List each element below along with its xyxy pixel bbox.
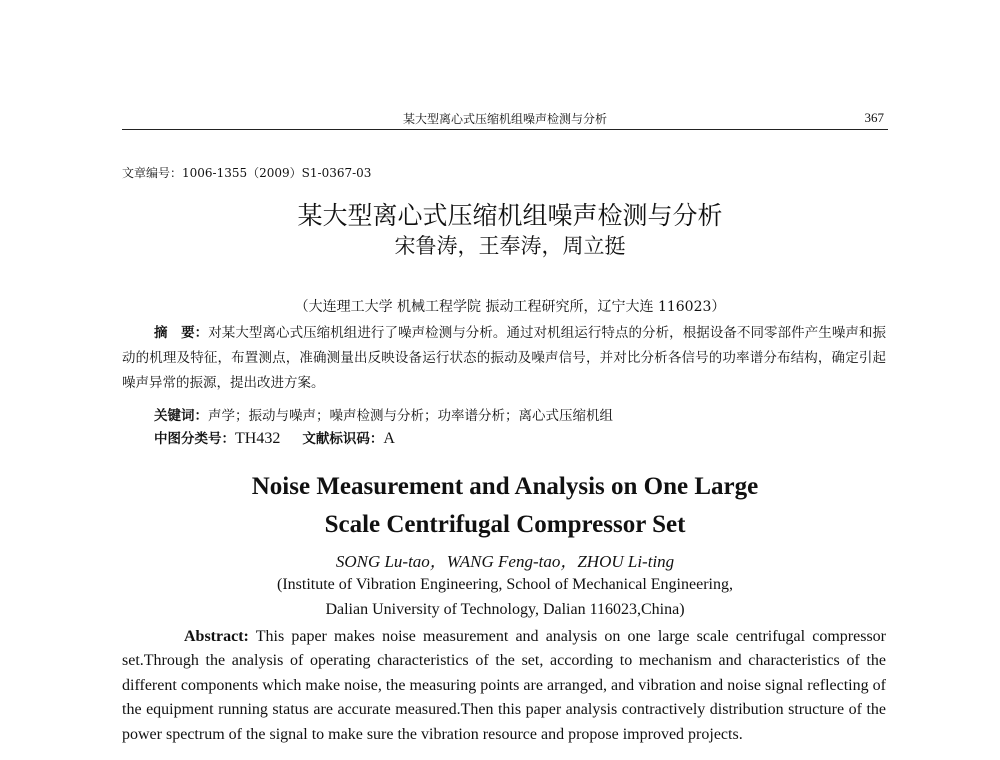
affiliation-line: Dalian University of Technology, Dalian 116023,China)	[325, 601, 685, 618]
chinese-title: 某大型离心式压缩机组噪声检测与分析	[297, 201, 723, 230]
keywords	[154, 404, 613, 424]
english-title-line: Scale Centrifugal Compressor Set	[324, 511, 686, 538]
article-number: 文章编号：1006-1355（2009）S1-0367-03	[122, 166, 372, 180]
abstract-label: Abstract:	[184, 628, 249, 645]
abstract-label: 摘 要：	[154, 325, 209, 341]
running-header	[122, 108, 888, 130]
classification	[154, 427, 395, 448]
keywords-text: 声学；振动与噪声；噪声检测与分析；功率谱分析；离心式压缩机组	[208, 408, 613, 424]
english-authors: SONG Lu-tao，WANG Feng-tao，ZHOU Li-ting	[335, 552, 675, 571]
english-title	[0, 468, 1000, 544]
chinese-authors: 宋鲁涛，王奉涛，周立挺	[394, 234, 626, 258]
keywords-label: 关键词：	[154, 408, 208, 424]
english-title-line: Noise Measurement and Analysis on One Large	[251, 473, 759, 500]
abstract-text: This paper makes noise measurement and analysis on one large scale centrifugal compressor set.Through the analysis of operating characteristics of the set, according to mechanism and characteristics of the different components which make noise, the measuring points are arranged, and vibration and noise signal reflecting of the equipment running status are accurate measured.Then this paper analysis contractively distribution structure of the power spectrum of the signal to make sure the vibration resource and propose improved projects.	[122, 628, 887, 743]
chinese-abstract	[122, 321, 886, 396]
doc-code-value: A	[383, 430, 395, 447]
class-value: TH432	[235, 430, 281, 447]
page-number: 367	[864, 110, 884, 125]
class-label: 中图分类号：	[154, 431, 235, 447]
doc-code-label: 文献标识码：	[302, 431, 384, 447]
running-title: 某大型离心式压缩机组噪声检测与分析	[402, 112, 607, 126]
affiliation-line: (Institute of Vibration Engineering, School of Mechanical Engineering,	[277, 576, 733, 593]
english-abstract	[122, 625, 886, 747]
english-affiliation	[0, 572, 1000, 622]
chinese-affiliation: （大连理工大学 机械工程学院 振动工程研究所，辽宁大连 116023）	[294, 299, 726, 315]
header-rule	[122, 129, 888, 130]
abstract-text: 对某大型离心式压缩机组进行了噪声检测与分析。通过对机组运行特点的分析，根据设备不同零部件产生噪声和振动的机理及特征，布置测点，准确测量出反映设备运行状态的振动及噪声信号，并对比分析各信号的功率谱分布结构，确定引起噪声异常的振源，提出改进方案。	[122, 325, 887, 391]
